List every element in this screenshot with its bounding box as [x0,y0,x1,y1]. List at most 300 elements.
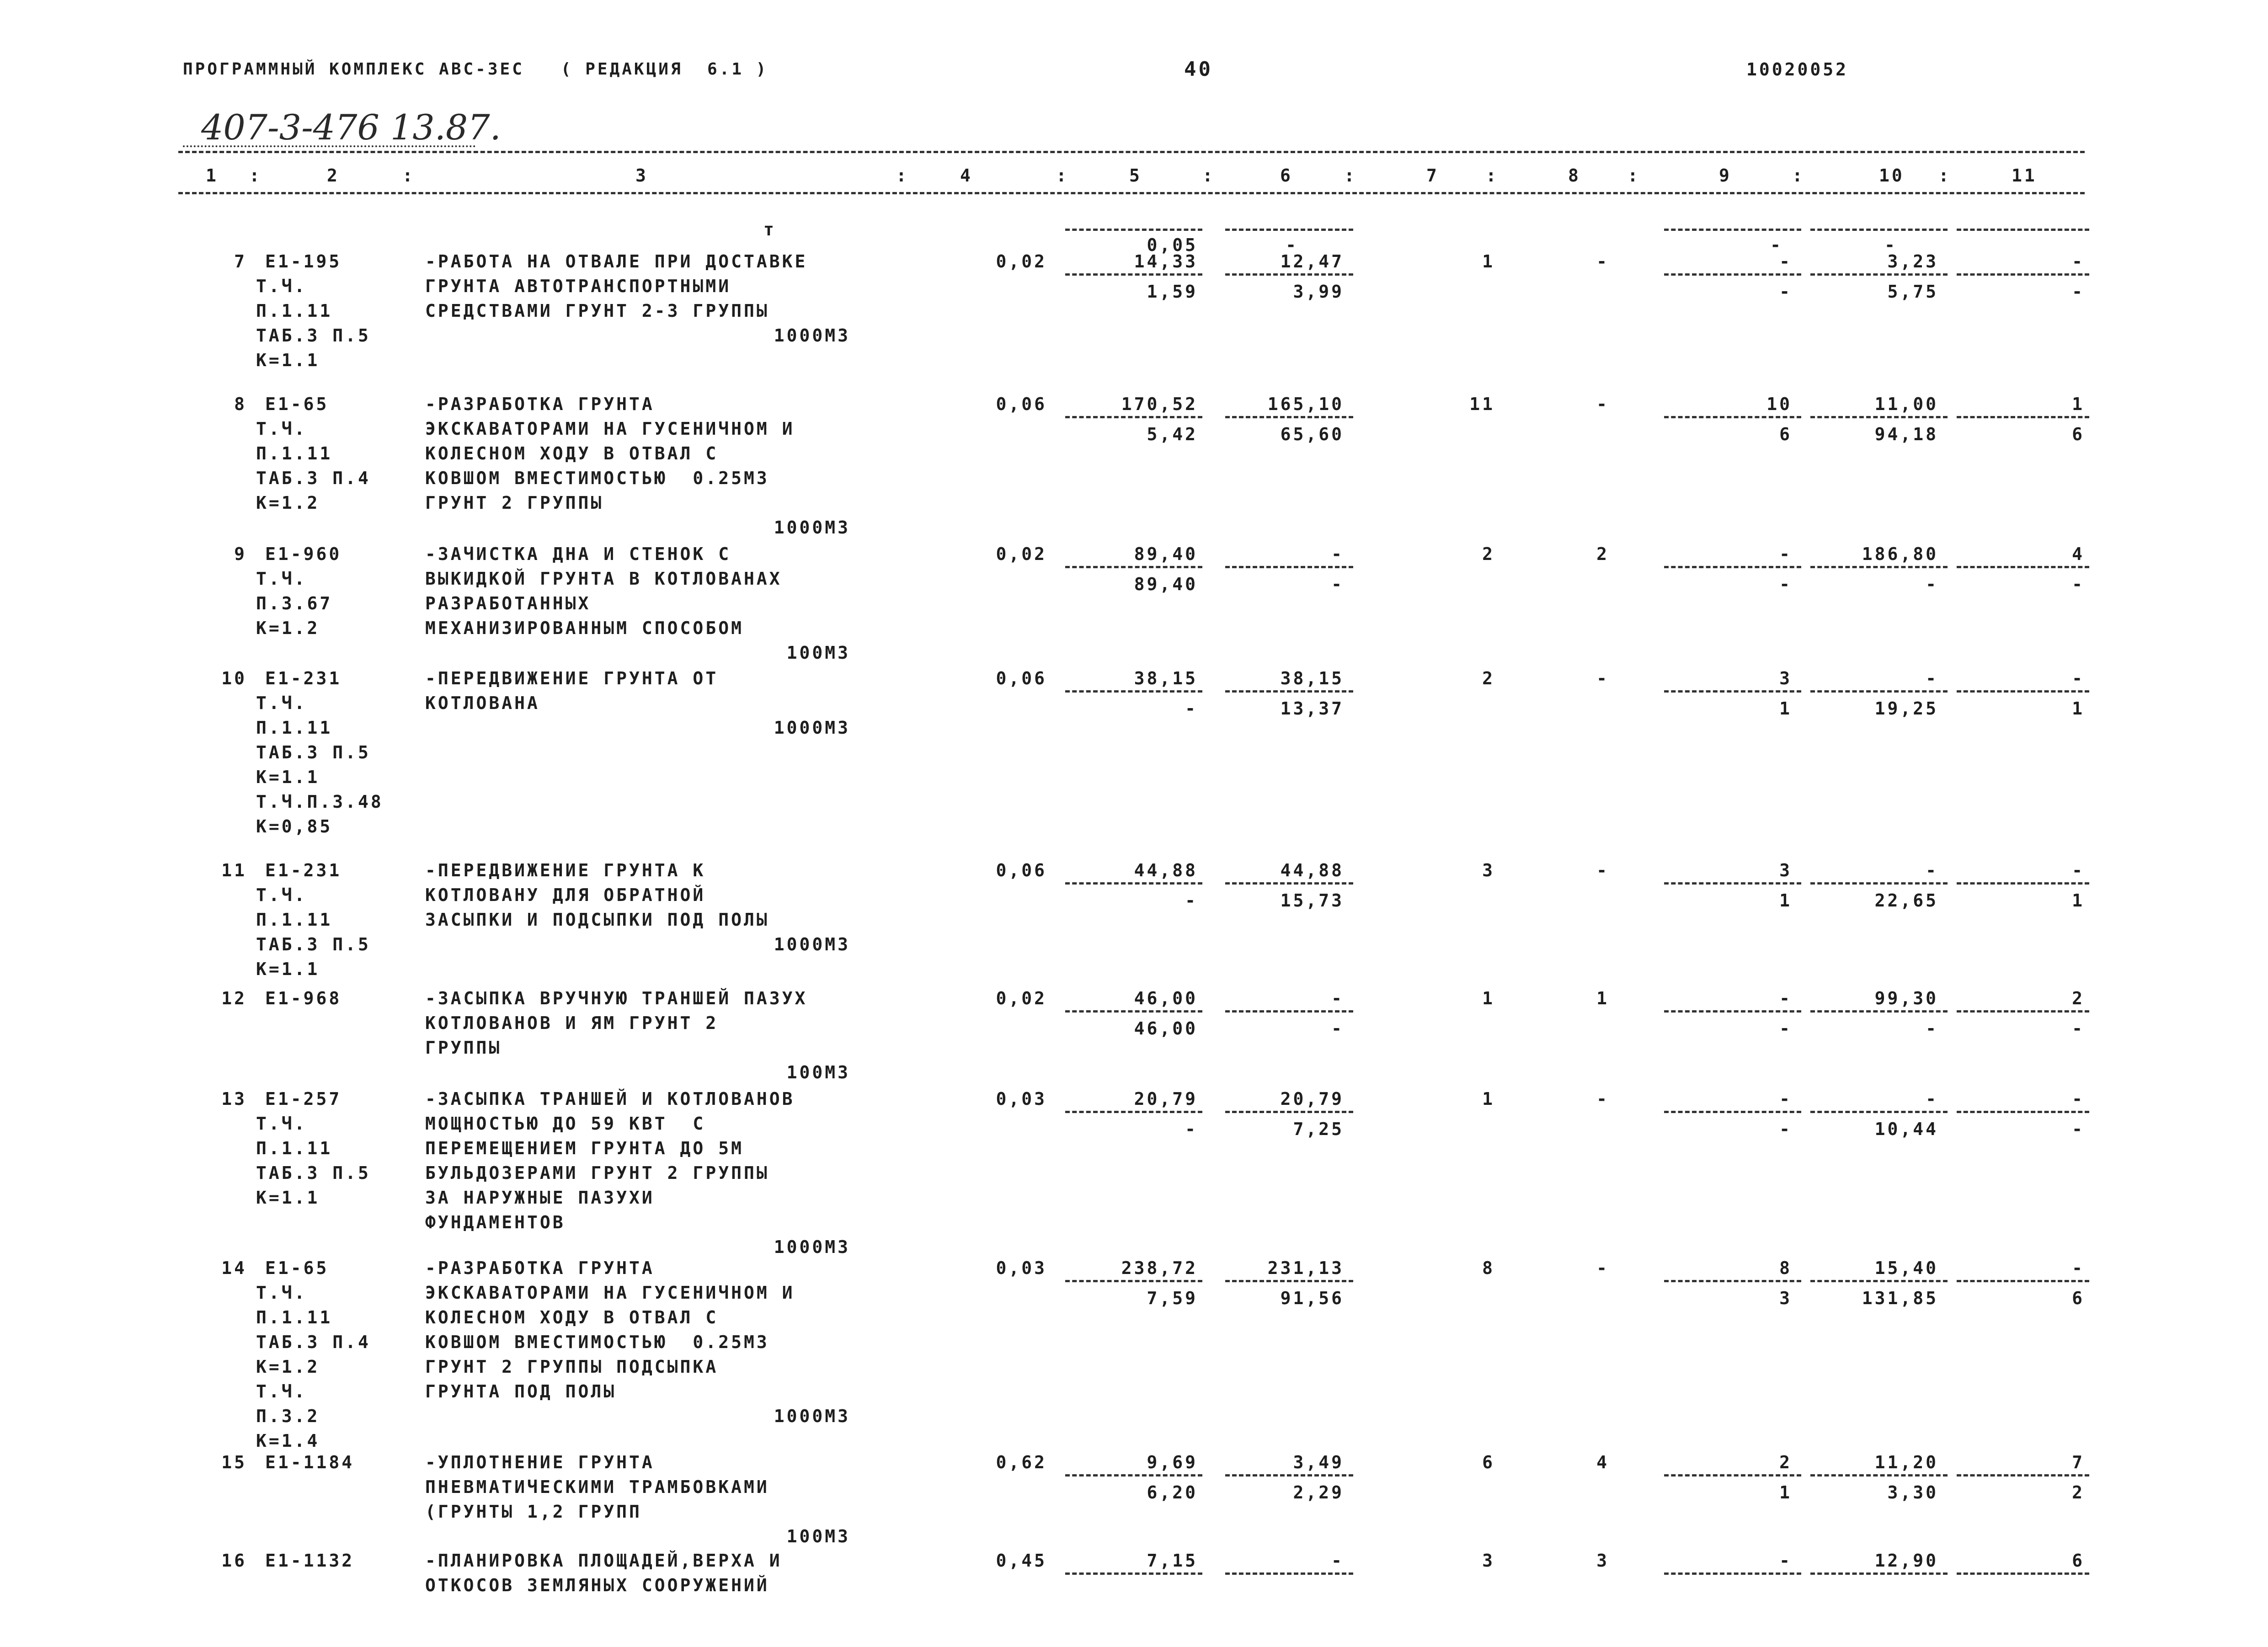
row-code-line: Е1-257 [265,1089,342,1109]
cell-c4: 0,06 [996,668,1047,688]
row-unit: 1000М3 [774,718,850,738]
subrule-c9 [1664,1572,1801,1575]
cell-c7: 6 [1482,1452,1495,1472]
cell-c7: 11 [1469,394,1495,414]
row-number: 10 [221,668,247,688]
cell-c11-bottom: - [2072,282,2085,302]
cell-c4: 0,03 [996,1258,1047,1278]
subrule-c5 [1065,1474,1202,1476]
column-separator: : [1792,165,1805,186]
row-description-line: ЭКСКАВАТОРАМИ НА ГУСЕНИЧНОМ И [425,1283,795,1303]
cell-c5: 170,52 [1121,394,1198,414]
subrule-c6 [1225,882,1353,885]
row-description-line: ПНЕВМАТИЧЕСКИМИ ТРАМБОВКАМИ [425,1477,769,1497]
column-number-7: 7 [1426,165,1439,186]
subrule-c5 [1065,273,1202,276]
row-code-line: Т.Ч. [256,276,307,296]
cell-c8: 2 [1596,544,1609,564]
row-code-line: П.1.11 [256,443,333,464]
cell-c6-bottom: 2,29 [1293,1482,1344,1503]
handwritten-underline [183,145,475,147]
row-description-line: КОЛЕСНОМ ХОДУ В ОТВАЛ С [425,1307,719,1327]
cell-c11: - [2072,668,2085,688]
row-description-line: -УПЛОТНЕНИЕ ГРУНТА [425,1452,655,1472]
subrule-c11 [1957,1010,2089,1013]
column-separator: : [1202,165,1215,186]
subrule-c10 [1810,566,1948,568]
row-code-line: ТАБ.3 П.4 [256,468,371,488]
cell-c7: 8 [1482,1258,1495,1278]
cell-c5: 38,15 [1134,668,1198,688]
header-top-rule [178,151,2085,153]
cell-c6: 38,15 [1280,668,1344,688]
cell-c6-bottom: 3,99 [1293,282,1344,302]
row-code-line: ТАБ.3 П.5 [256,325,371,346]
cell-c10: 15,40 [1874,1258,1938,1278]
row-unit: 1000М3 [774,1406,850,1426]
row-description-line: -ПЕРЕДВИЖЕНИЕ ГРУНТА ОТ [425,668,719,688]
cell-c6-bottom: - [1331,1018,1344,1039]
column-number-6: 6 [1280,165,1293,186]
cell-c4: 0,62 [996,1452,1047,1472]
top-marker: т [763,219,776,240]
row-description-line: ОТКОСОВ ЗЕМЛЯНЫХ СООРУЖЕНИЙ [425,1575,769,1595]
cell-c9: - [1779,251,1792,272]
row-description-line: -РАЗРАБОТКА ГРУНТА [425,1258,655,1278]
cell-c10-bottom: 19,25 [1874,698,1938,719]
cell-c8: - [1596,1258,1609,1278]
cell-c10: 99,30 [1874,988,1938,1008]
cell-c9: - [1779,544,1792,564]
cell-c6: - [1331,988,1344,1008]
row-unit: 1000М3 [774,1237,850,1257]
cell-c5-bottom: 5,42 [1147,424,1198,444]
cell-c5-bottom: 7,59 [1147,1288,1198,1308]
row-description-line: РАЗРАБОТАННЫХ [425,593,591,613]
cell-c10-pre: - [1884,235,1897,255]
cell-c5-bottom: - [1185,698,1198,719]
subrule-c6 [1225,566,1353,568]
cell-c5-pre: 0,05 [1147,235,1198,255]
row-description-line: ФУНДАМЕНТОВ [425,1212,566,1232]
column-number-4: 4 [960,165,973,186]
row-description-line: ГРУППЫ [425,1038,502,1058]
row-code-line: Т.Ч.П.3.48 [256,792,384,812]
subrule-c9 [1664,882,1801,885]
row-code-line: Е1-1132 [265,1551,355,1571]
row-number: 13 [221,1089,247,1109]
cell-c10: 12,90 [1874,1551,1938,1571]
row-unit: 100М3 [786,1526,850,1546]
subrule-c6 [1225,1111,1353,1113]
subrule-c10 [1810,416,1948,418]
row-description-line: КОТЛОВАНОВ И ЯМ ГРУНТ 2 [425,1013,719,1033]
subrule-c9 [1664,273,1801,276]
cell-c6-pre: - [1286,235,1298,255]
row-description-line: КОТЛОВАНУ ДЛЯ ОБРАТНОЙ [425,885,706,905]
column-separator: : [1344,165,1357,186]
subrule-top-c9 [1664,229,1801,231]
row-number: 15 [221,1452,247,1472]
subrule-c11 [1957,882,2089,885]
column-number-8: 8 [1568,165,1581,186]
cell-c10: 186,80 [1862,544,1938,564]
document-number: 10020052 [1746,59,1849,80]
row-description-line: -РАБОТА НА ОТВАЛЕ ПРИ ДОСТАВКЕ [425,251,808,272]
row-code-line: К=1.2 [256,493,320,513]
subrule-c10 [1810,1280,1948,1282]
row-description-line: -ЗАСЫПКА ТРАНШЕЙ И КОТЛОВАНОВ [425,1089,795,1109]
row-code-line: Т.Ч. [256,419,307,439]
row-number: 8 [234,394,247,414]
cell-c11-bottom: 1 [2072,890,2085,911]
row-number: 7 [234,251,247,272]
row-code-line: ТАБ.3 П.5 [256,1163,371,1183]
cell-c9-bottom: 1 [1779,698,1792,719]
cell-c9: - [1779,1551,1792,1571]
cell-c10-bottom: - [1926,574,1938,594]
subrule-top-c11 [1957,229,2089,231]
row-description-line: КОВШОМ ВМЕСТИМОСТЬЮ 0.25М3 [425,468,769,488]
row-code-line: П.1.11 [256,1138,333,1158]
cell-c6-bottom: 13,37 [1280,698,1344,719]
row-description-line: МЕХАНИЗИРОВАННЫМ СПОСОБОМ [425,618,744,638]
column-number-9: 9 [1719,165,1732,186]
cell-c9-bottom: - [1779,282,1792,302]
row-code-line: Е1-65 [265,1258,329,1278]
row-unit: 1000М3 [774,325,850,346]
subrule-c11 [1957,690,2089,693]
row-code-line: Т.Ч. [256,885,307,905]
row-description-line: КОВШОМ ВМЕСТИМОСТЬЮ 0.25М3 [425,1332,769,1352]
column-separator: : [1486,165,1499,186]
cell-c7: 1 [1482,251,1495,272]
column-number-2: 2 [327,165,340,186]
cell-c10: - [1926,860,1938,880]
subrule-top-c5 [1065,229,1202,231]
cell-c6-bottom: 91,56 [1280,1288,1344,1308]
row-description-line: ГРУНТА ПОД ПОЛЫ [425,1381,617,1402]
subrule-top-c10 [1810,229,1948,231]
row-description-line: МОЩНОСТЬЮ ДО 59 КВТ С [425,1114,706,1134]
cell-c8: - [1596,860,1609,880]
cell-c9-bottom: 3 [1779,1288,1792,1308]
cell-c9: - [1779,1089,1792,1109]
column-separator: : [1056,165,1069,186]
cell-c10: - [1926,668,1938,688]
cell-c10-bottom: 10,44 [1874,1119,1938,1139]
cell-c10-bottom: - [1926,1018,1938,1039]
column-separator: : [1628,165,1640,186]
cell-c5-bottom: 46,00 [1134,1018,1198,1039]
cell-c11: - [2072,1089,2085,1109]
subrule-c9 [1664,690,1801,693]
cell-c9-bottom: - [1779,1119,1792,1139]
subrule-c10 [1810,1572,1948,1575]
row-description-line: ГРУНТА АВТОТРАНСПОРТНЫМИ [425,276,731,296]
column-separator: : [249,165,262,186]
cell-c11: 6 [2072,1551,2085,1571]
subrule-c10 [1810,690,1948,693]
row-code-line: П.1.11 [256,1307,333,1327]
row-description-line: СРЕДСТВАМИ ГРУНТ 2-3 ГРУППЫ [425,301,769,321]
program-title: ПРОГРАММНЫЙ КОМПЛЕКС АВС-3ЕС ( РЕДАКЦИЯ 6.1 ) [183,60,768,79]
row-code-line: К=1.2 [256,1357,320,1377]
cell-c8: 3 [1596,1551,1609,1571]
cell-c8: - [1596,394,1609,414]
subrule-c6 [1225,690,1353,693]
row-code-line: Т.Ч. [256,1283,307,1303]
row-unit: 100М3 [786,643,850,663]
cell-c11-bottom: 6 [2072,1288,2085,1308]
row-code-line: ТАБ.3 П.5 [256,742,371,762]
column-separator: : [402,165,415,186]
row-code-line: К=1.1 [256,767,320,787]
row-code-line: Е1-65 [265,394,329,414]
cell-c9: 3 [1779,668,1792,688]
cell-c10: 11,20 [1874,1452,1938,1472]
column-number-3: 3 [635,165,648,186]
subrule-c9 [1664,1474,1801,1476]
cell-c9: 10 [1766,394,1792,414]
column-number-5: 5 [1129,165,1142,186]
subrule-c6 [1225,416,1353,418]
cell-c10: 11,00 [1874,394,1938,414]
row-code-line: Т.Ч. [256,693,307,713]
cell-c5-bottom: 89,40 [1134,574,1198,594]
subrule-c5 [1065,566,1202,568]
cell-c6: 231,13 [1267,1258,1344,1278]
row-number: 11 [221,860,247,880]
column-separator: : [1938,165,1951,186]
row-number: 14 [221,1258,247,1278]
row-code-line: Т.Ч. [256,1114,307,1134]
cell-c5-bottom: 1,59 [1147,282,1198,302]
column-number-11: 11 [2012,165,2037,186]
cell-c11-bottom: - [2072,1018,2085,1039]
cell-c9-pre: - [1770,235,1783,255]
row-description-line: КОЛЕСНОМ ХОДУ В ОТВАЛ С [425,443,719,464]
cell-c11-bottom: 1 [2072,698,2085,719]
cell-c8: - [1596,1089,1609,1109]
cell-c10-bottom: 131,85 [1862,1288,1938,1308]
row-code-line: К=1.1 [256,350,320,370]
cell-c11-bottom: 6 [2072,424,2085,444]
subrule-c5 [1065,416,1202,418]
cell-c9: 2 [1779,1452,1792,1472]
row-description-line: ВЫКИДКОЙ ГРУНТА В КОТЛОВАНАХ [425,569,782,589]
row-unit: 1000М3 [774,517,850,538]
row-code-line: Е1-195 [265,251,342,272]
subrule-c9 [1664,1280,1801,1282]
handwritten-code: 407-3-476 13.87. [201,107,501,148]
cell-c5: 9,69 [1147,1452,1198,1472]
row-description-line: КОТЛОВАНА [425,693,540,713]
subrule-c11 [1957,273,2089,276]
subrule-c5 [1065,690,1202,693]
cell-c10: 3,23 [1887,251,1938,272]
row-code-line: К=1.2 [256,618,320,638]
header-bottom-rule [178,192,2085,194]
cell-c5: 44,88 [1134,860,1198,880]
cell-c4: 0,02 [996,544,1047,564]
subrule-c11 [1957,1280,2089,1282]
cell-c5: 46,00 [1134,988,1198,1008]
subrule-c6 [1225,1010,1353,1013]
subrule-c11 [1957,416,2089,418]
cell-c8: - [1596,668,1609,688]
cell-c7: 2 [1482,544,1495,564]
cell-c7: 2 [1482,668,1495,688]
subrule-c5 [1065,1010,1202,1013]
subrule-c10 [1810,882,1948,885]
cell-c7: 1 [1482,988,1495,1008]
cell-c6-bottom: - [1331,574,1344,594]
subrule-c11 [1957,1474,2089,1476]
cell-c9: - [1779,988,1792,1008]
cell-c10-bottom: 94,18 [1874,424,1938,444]
cell-c9-bottom: - [1779,574,1792,594]
cell-c7: 3 [1482,1551,1495,1571]
cell-c11: 7 [2072,1452,2085,1472]
cell-c10-bottom: 3,30 [1887,1482,1938,1503]
cell-c7: 1 [1482,1089,1495,1109]
row-code-line: Е1-231 [265,668,342,688]
row-code-line: К=1.1 [256,1188,320,1208]
row-code-line: П.1.11 [256,301,333,321]
subrule-c9 [1664,416,1801,418]
cell-c11: - [2072,251,2085,272]
row-code-line: Т.Ч. [256,1381,307,1402]
cell-c7: 3 [1482,860,1495,880]
subrule-c9 [1664,1111,1801,1113]
row-description-line: -ПЕРЕДВИЖЕНИЕ ГРУНТА К [425,860,706,880]
column-number-10: 10 [1879,165,1905,186]
cell-c8: 1 [1596,988,1609,1008]
cell-c5: 14,33 [1134,251,1198,272]
cell-c6: 20,79 [1280,1089,1344,1109]
row-code-line: Е1-960 [265,544,342,564]
cell-c9-bottom: 6 [1779,424,1792,444]
row-number: 9 [234,544,247,564]
cell-c6: 44,88 [1280,860,1344,880]
cell-c8: 4 [1596,1452,1609,1472]
subrule-c6 [1225,273,1353,276]
cell-c5: 89,40 [1134,544,1198,564]
row-code-line: Е1-1184 [265,1452,355,1472]
subrule-c5 [1065,882,1202,885]
subrule-c11 [1957,1572,2089,1575]
subrule-c11 [1957,1111,2089,1113]
row-description-line: (ГРУНТЫ 1,2 ГРУПП [425,1502,642,1522]
row-code-line: К=1.4 [256,1431,320,1451]
subrule-c9 [1664,1010,1801,1013]
cell-c11-bottom: - [2072,1119,2085,1139]
row-unit: 100М3 [786,1062,850,1082]
subrule-c5 [1065,1111,1202,1113]
row-code-line: П.3.67 [256,593,333,613]
subrule-c10 [1810,1111,1948,1113]
cell-c9-bottom: 1 [1779,890,1792,911]
cell-c10-bottom: 22,65 [1874,890,1938,911]
cell-c4: 0,06 [996,394,1047,414]
page-number: 40 [1184,58,1213,81]
cell-c5-bottom: 6,20 [1147,1482,1198,1503]
cell-c11: - [2072,860,2085,880]
cell-c5-bottom: - [1185,1119,1198,1139]
subrule-c5 [1065,1572,1202,1575]
cell-c11: 2 [2072,988,2085,1008]
cell-c6-bottom: 7,25 [1293,1119,1344,1139]
row-description-line: ГРУНТ 2 ГРУППЫ ПОДСЫПКА [425,1357,719,1377]
row-code-line: ТАБ.3 П.4 [256,1332,371,1352]
row-number: 12 [221,988,247,1008]
row-code-line: К=0,85 [256,816,333,837]
cell-c6: 3,49 [1293,1452,1344,1472]
cell-c6: 12,47 [1280,251,1344,272]
cell-c4: 0,06 [996,860,1047,880]
row-code-line: Е1-968 [265,988,342,1008]
cell-c6-bottom: 65,60 [1280,424,1344,444]
row-code-line: П.1.11 [256,910,333,930]
cell-c6-bottom: 15,73 [1280,890,1344,911]
row-description-line: БУЛЬДОЗЕРАМИ ГРУНТ 2 ГРУППЫ [425,1163,769,1183]
column-separator: : [896,165,909,186]
cell-c9-bottom: 1 [1779,1482,1792,1503]
subrule-c5 [1065,1280,1202,1282]
subrule-c10 [1810,1010,1948,1013]
row-code-line: ТАБ.3 П.5 [256,934,371,954]
cell-c6: 165,10 [1267,394,1344,414]
subrule-c6 [1225,1280,1353,1282]
row-unit: 1000М3 [774,934,850,954]
row-description-line: ПЕРЕМЕЩЕНИЕМ ГРУНТА ДО 5М [425,1138,744,1158]
row-number: 16 [221,1551,247,1571]
subrule-c6 [1225,1474,1353,1476]
row-code-line: П.1.11 [256,718,333,738]
row-description-line: ЭКСКАВАТОРАМИ НА ГУСЕНИЧНОМ И [425,419,795,439]
cell-c11-bottom: 2 [2072,1482,2085,1503]
subrule-c9 [1664,566,1801,568]
cell-c6: - [1331,544,1344,564]
cell-c4: 0,02 [996,251,1047,272]
cell-c4: 0,02 [996,988,1047,1008]
row-code-line: П.3.2 [256,1406,320,1426]
subrule-c6 [1225,1572,1353,1575]
cell-c11-bottom: - [2072,574,2085,594]
row-description-line: -РАЗРАБОТКА ГРУНТА [425,394,655,414]
cell-c5: 20,79 [1134,1089,1198,1109]
row-description-line: ЗА НАРУЖНЫЕ ПАЗУХИ [425,1188,655,1208]
subrule-c11 [1957,566,2089,568]
row-description-line: -ПЛАНИРОВКА ПЛОЩАДЕЙ,ВЕРХА И [425,1551,782,1571]
row-description-line: ЗАСЫПКИ И ПОДСЫПКИ ПОД ПОЛЫ [425,910,769,930]
cell-c9: 8 [1779,1258,1792,1278]
row-code-line: К=1.1 [256,959,320,979]
cell-c4: 0,03 [996,1089,1047,1109]
cell-c10-bottom: 5,75 [1887,282,1938,302]
row-code-line: Т.Ч. [256,569,307,589]
cell-c9: 3 [1779,860,1792,880]
cell-c5-bottom: - [1185,890,1198,911]
cell-c11: - [2072,1258,2085,1278]
cell-c8: - [1596,251,1609,272]
subrule-top-c6 [1225,229,1353,231]
cell-c11: 1 [2072,394,2085,414]
subrule-c10 [1810,1474,1948,1476]
cell-c10: - [1926,1089,1938,1109]
row-description-line: ГРУНТ 2 ГРУППЫ [425,493,604,513]
